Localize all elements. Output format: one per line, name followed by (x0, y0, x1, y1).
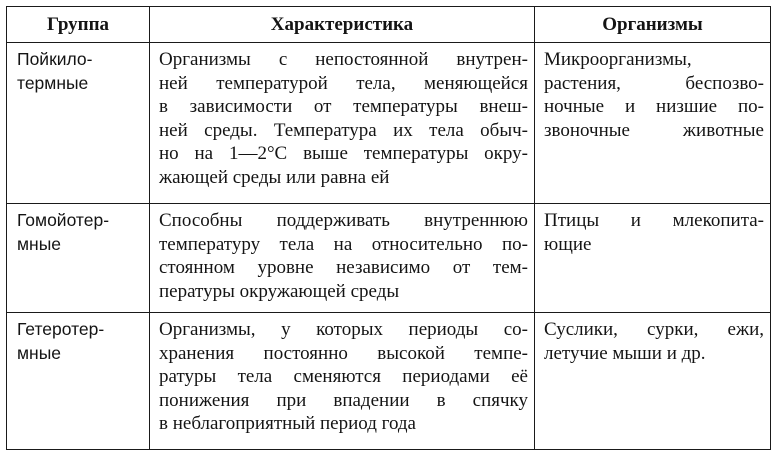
organisms-line: летучие мыши и др. (544, 342, 706, 364)
organisms-line: Птицы и млекопита- (544, 210, 764, 231)
organisms-line: Суслики, сурки, ежи, (544, 319, 764, 340)
table-row-homeothermic (7, 204, 771, 313)
group-text-line: Пойкило- (17, 49, 93, 69)
description-line: Способны поддерживать внутреннюю (159, 210, 528, 231)
header-group: Группа (7, 7, 150, 43)
organisms-line: ющие (544, 233, 592, 255)
description-line: жающей среды или равна ей (159, 166, 390, 188)
organisms-line: растения, беспозво- (544, 72, 764, 94)
description-line: но на 1—2°С выше температуры окру- (159, 143, 528, 165)
description-line: в неблагоприятный период года (159, 413, 416, 435)
group-cell (7, 313, 150, 450)
table-row-poikilothermic (7, 43, 771, 204)
description-line: стоянном уровне независимо от тем- (159, 257, 528, 279)
description-line: Организмы с непостоянной внутрен- (159, 49, 528, 70)
organisms-line: звоночные животные (544, 119, 764, 141)
description-line: ратуры тела сменяются периодами её (159, 366, 528, 388)
organisms-line: ночные и низшие по- (544, 96, 764, 118)
description-line: пературы окружающей среды (159, 280, 400, 302)
thermoregulation-table (6, 6, 771, 450)
group-text-line: Гомойотер- (17, 210, 110, 230)
description-line: ней температурой тела, меняющейся (159, 72, 528, 94)
description-line: ней среды. Температура их тела обыч- (159, 119, 528, 141)
group-text-line: Гетеротер- (17, 319, 105, 339)
group-text-line: термные (17, 72, 89, 93)
group-text-line: мные (17, 233, 62, 254)
description-cell (150, 313, 535, 450)
description-cell (150, 43, 535, 204)
description-cell (150, 204, 535, 313)
organisms-cell (535, 204, 771, 313)
group-cell (7, 43, 150, 204)
description-line: температуру тела на относительно по- (159, 233, 528, 255)
organisms-line: Микроорганизмы, (544, 49, 692, 70)
description-line: хранения постоянно высокой темпе- (159, 342, 528, 364)
description-line: Организмы, у которых периоды со- (159, 319, 528, 340)
header-organisms: Организмы (535, 7, 771, 43)
description-line: понижения при впадении в спячку (159, 389, 528, 411)
header-characteristic: Характеристика (150, 7, 535, 43)
table-row-heterothermic (7, 313, 771, 450)
organisms-cell (535, 313, 771, 450)
description-line: в зависимости от температуры внеш- (159, 96, 528, 118)
table-header-row (7, 7, 771, 43)
group-cell (7, 204, 150, 313)
organisms-cell (535, 43, 771, 204)
group-text-line: мные (17, 342, 62, 363)
